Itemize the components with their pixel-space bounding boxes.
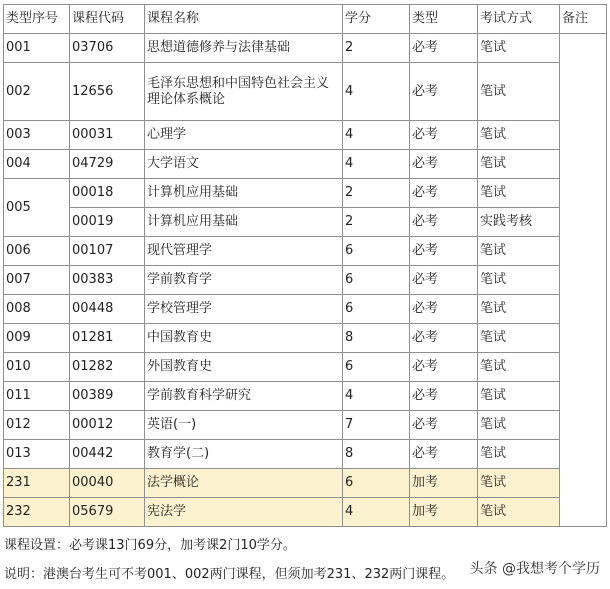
cell-name: 外国教育史 — [145, 353, 343, 382]
table-row — [4, 382, 607, 411]
cell-credit: 6 — [343, 295, 410, 324]
cell-credit: 2 — [343, 179, 410, 208]
cell-name: 教育学(二) — [145, 440, 343, 469]
cell-name: 毛泽东思想和中国特色社会主义理论体系概论 — [145, 63, 343, 121]
cell-type: 必考 — [410, 324, 478, 353]
cell-seq: 004 — [4, 150, 70, 179]
cell-exam: 笔试 — [478, 498, 560, 527]
cell-credit: 7 — [343, 411, 410, 440]
cell-name: 思想道德修养与法律基础 — [145, 34, 343, 63]
cell-type: 必考 — [410, 295, 478, 324]
cell-exam: 笔试 — [478, 63, 560, 121]
cell-code: 03706 — [70, 34, 145, 63]
cell-type: 必考 — [410, 411, 478, 440]
cell-credit: 4 — [343, 150, 410, 179]
cell-exam: 实践考核 — [478, 208, 560, 237]
cell-name: 学前教育学 — [145, 266, 343, 295]
cell-seq: 010 — [4, 353, 70, 382]
table-row — [4, 469, 607, 498]
cell-type: 必考 — [410, 121, 478, 150]
table-row — [4, 63, 607, 121]
cell-type: 必考 — [410, 382, 478, 411]
table-row — [4, 266, 607, 295]
cell-name: 英语(一) — [145, 411, 343, 440]
cell-type: 必考 — [410, 440, 478, 469]
cell-credit: 8 — [343, 440, 410, 469]
col-header-type: 类型 — [410, 5, 478, 34]
cell-seq: 012 — [4, 411, 70, 440]
cell-code: 00012 — [70, 411, 145, 440]
cell-type: 必考 — [410, 266, 478, 295]
cell-seq: 001 — [4, 34, 70, 63]
cell-exam: 笔试 — [478, 469, 560, 498]
cell-credit: 6 — [343, 469, 410, 498]
cell-credit: 6 — [343, 237, 410, 266]
cell-code: 00389 — [70, 382, 145, 411]
col-header-name: 课程名称 — [145, 5, 343, 34]
cell-code: 12656 — [70, 63, 145, 121]
table-row — [4, 324, 607, 353]
table-row — [4, 150, 607, 179]
cell-seq: 008 — [4, 295, 70, 324]
cell-name: 法学概论 — [145, 469, 343, 498]
cell-name: 中国教育史 — [145, 324, 343, 353]
cell-seq: 231 — [4, 469, 70, 498]
cell-credit: 6 — [343, 266, 410, 295]
header-row — [4, 5, 607, 34]
course-setup-text: 课程设置：必考课13门69分，加考课2门10学分。 — [4, 538, 296, 553]
cell-seq: 013 — [4, 440, 70, 469]
cell-code: 01282 — [70, 353, 145, 382]
cell-exam: 笔试 — [478, 353, 560, 382]
cell-name: 心理学 — [145, 121, 343, 150]
cell-name: 计算机应用基础 — [145, 179, 343, 208]
cell-credit: 4 — [343, 63, 410, 121]
cell-type: 必考 — [410, 63, 478, 121]
col-header-code: 课程代码 — [70, 5, 145, 34]
cell-type: 必考 — [410, 237, 478, 266]
cell-credit: 4 — [343, 382, 410, 411]
col-header-exam: 考试方式 — [478, 5, 560, 34]
cell-seq: 002 — [4, 63, 70, 121]
watermark — [470, 558, 600, 578]
cell-code: 01281 — [70, 324, 145, 353]
cell-code: 00442 — [70, 440, 145, 469]
cell-credit: 2 — [343, 208, 410, 237]
cell-seq: 006 — [4, 237, 70, 266]
watermark-text: 头条 @我想考个学历 — [469, 561, 600, 577]
cell-name: 宪法学 — [145, 498, 343, 527]
table-row — [4, 295, 607, 324]
cell-exam: 笔试 — [478, 266, 560, 295]
cell-exam: 笔试 — [478, 295, 560, 324]
cell-name: 学校管理学 — [145, 295, 343, 324]
cell-exam: 笔试 — [478, 324, 560, 353]
cell-credit: 6 — [343, 353, 410, 382]
cell-exam: 笔试 — [478, 237, 560, 266]
col-header-seq: 类型序号 — [4, 5, 70, 34]
cell-seq: 011 — [4, 382, 70, 411]
cell-name: 计算机应用基础 — [145, 208, 343, 237]
table-row — [4, 498, 607, 527]
cell-exam: 笔试 — [478, 382, 560, 411]
cell-type: 必考 — [410, 208, 478, 237]
cell-type: 必考 — [410, 179, 478, 208]
cell-credit: 8 — [343, 324, 410, 353]
cell-credit: 4 — [343, 121, 410, 150]
table-row — [4, 208, 607, 237]
cell-code: 00019 — [70, 208, 145, 237]
cell-seq: 232 — [4, 498, 70, 527]
cell-type: 加考 — [410, 498, 478, 527]
table-row — [4, 411, 607, 440]
table-row — [4, 440, 607, 469]
cell-code: 00383 — [70, 266, 145, 295]
cell-code: 04729 — [70, 150, 145, 179]
table-row — [4, 179, 607, 208]
table-row — [4, 353, 607, 382]
cell-exam: 笔试 — [478, 440, 560, 469]
cell-exam: 笔试 — [478, 411, 560, 440]
cell-code: 00031 — [70, 121, 145, 150]
cell-seq: 005 — [4, 179, 70, 237]
cell-exam: 笔试 — [478, 121, 560, 150]
cell-type: 必考 — [410, 353, 478, 382]
cell-exam: 笔试 — [478, 179, 560, 208]
table-row — [4, 34, 607, 63]
table-row — [4, 121, 607, 150]
col-header-credit: 学分 — [343, 5, 410, 34]
cell-seq: 003 — [4, 121, 70, 150]
note-text: 说明：港澳台考生可不考001、002两门课程，但须加考231、232两门课程。 — [4, 567, 455, 582]
cell-seq: 007 — [4, 266, 70, 295]
cell-code: 05679 — [70, 498, 145, 527]
cell-code: 00448 — [70, 295, 145, 324]
cell-type: 必考 — [410, 34, 478, 63]
course-table — [3, 4, 607, 527]
cell-seq: 009 — [4, 324, 70, 353]
cell-exam: 笔试 — [478, 150, 560, 179]
cell-name: 大学语文 — [145, 150, 343, 179]
cell-code: 00018 — [70, 179, 145, 208]
cell-credit: 2 — [343, 34, 410, 63]
cell-type: 必考 — [410, 150, 478, 179]
cell-code: 00040 — [70, 469, 145, 498]
cell-remark — [560, 34, 607, 527]
cell-credit: 4 — [343, 498, 410, 527]
cell-name: 现代管理学 — [145, 237, 343, 266]
cell-type: 加考 — [410, 469, 478, 498]
cell-exam: 笔试 — [478, 34, 560, 63]
cell-code: 00107 — [70, 237, 145, 266]
col-header-remark: 备注 — [560, 5, 607, 34]
table-row — [4, 237, 607, 266]
cell-name: 学前教育科学研究 — [145, 382, 343, 411]
